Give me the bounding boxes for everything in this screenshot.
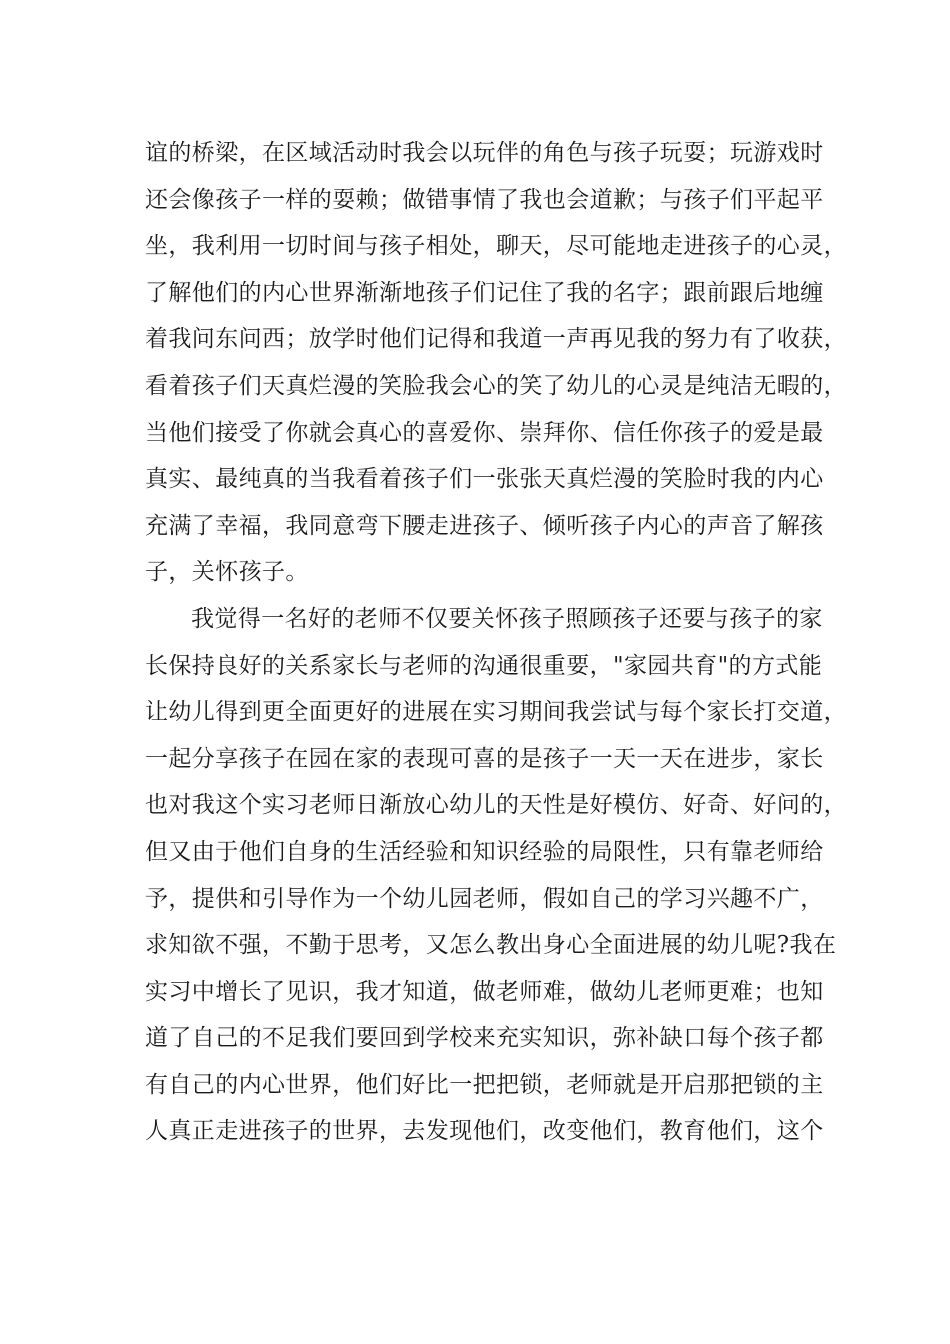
- text-line: 着我问东问西；放学时他们记得和我道一声再见我的努力有了收获，: [145, 326, 847, 353]
- text-line: 谊的桥梁，在区域活动时我会以玩伴的角色与孩子玩耍；玩游戏时: [145, 140, 824, 166]
- text-line: 但又由于他们自身的生活经验和知识经验的局限性，只有靠老师给: [145, 838, 824, 865]
- text-line: 了解他们的内心世界渐渐地孩子们记住了我的名字；跟前跟后地缠: [145, 279, 824, 306]
- text-line: 一起分享孩子在园在家的表现可喜的是孩子一天一天在进步，家长: [145, 745, 824, 772]
- text-line: 也对我这个实习老师日渐放心幼儿的天性是好模仿、好奇、好问的，: [145, 792, 847, 819]
- text-line: 当他们接受了你就会真心的喜爱你、崇拜你、信任你孩子的爱是最: [145, 419, 824, 446]
- text-line: 道了自己的不足我们要回到学校来充实知识，弥补缺口每个孩子都: [145, 1025, 824, 1052]
- paragraph-2: [145, 596, 847, 1155]
- text-line: 让幼儿得到更全面更好的进展在实习期间我尝试与每个家长打交道，: [145, 699, 847, 726]
- text-line: 实习中增长了见识，我才知道，做老师难，做幼儿老师更难；也知: [145, 978, 824, 1005]
- text-line: 长保持良好的关系家长与老师的沟通很重要，"家园共育"的方式能: [145, 652, 823, 679]
- text-line: 子，关怀孩子。: [145, 559, 309, 586]
- body-text: [145, 130, 847, 1155]
- text-line: 坐，我利用一切时间与孩子相处，聊天，尽可能地走进孩子的心灵，: [145, 233, 847, 260]
- text-line: 予，提供和引导作为一个幼儿园老师，假如自己的学习兴趣不广，: [145, 885, 824, 912]
- text-line: 有自己的内心世界，他们好比一把把锁，老师就是开启那把锁的主: [145, 1071, 824, 1098]
- text-line: 求知欲不强，不勤于思考，又怎么教出身心全面进展的幼儿呢?我在: [145, 932, 837, 959]
- text-line: 人真正走进孩子的世界，去发现他们，改变他们，教育他们，这个: [145, 1118, 824, 1145]
- text-line: 充满了幸福，我同意弯下腰走进孩子、倾听孩子内心的声音了解孩: [145, 512, 824, 539]
- text-line: 看着孩子们天真烂漫的笑脸我会心的笑了幼儿的心灵是纯洁无暇的，: [145, 372, 847, 399]
- text-line-indented: 我觉得一名好的老师不仅要关怀孩子照顾孩子还要与孩子的家: [191, 605, 823, 632]
- text-line: 还会像孩子一样的耍赖；做错事情了我也会道歉；与孩子们平起平: [145, 186, 824, 213]
- paragraph-1: [145, 130, 847, 596]
- text-line: 真实、最纯真的当我看着孩子们一张张天真烂漫的笑脸时我的内心: [145, 466, 824, 493]
